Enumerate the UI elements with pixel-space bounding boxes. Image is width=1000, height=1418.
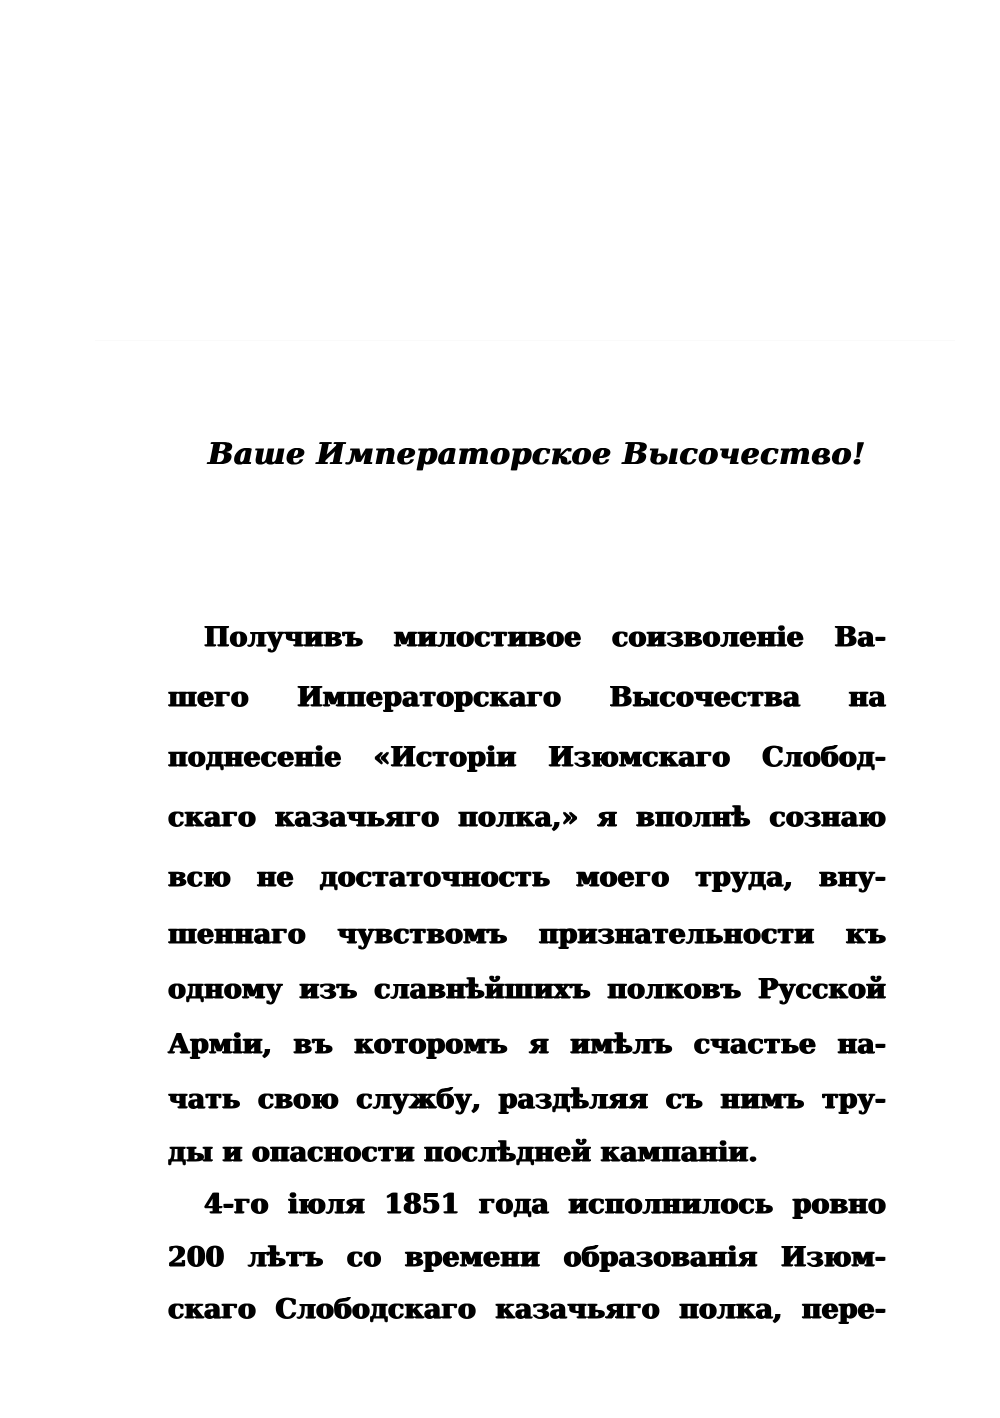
- text-line: 4-го іюля 1851 года исполнилось ровно: [204, 1189, 886, 1220]
- text-line: Получивъ милостивое соизволеніе Ва-: [204, 622, 886, 653]
- text-line: ды и опасности послѣдней кампаніи.: [168, 1137, 758, 1168]
- text-line: шего Императорскаго Высочества на: [168, 682, 886, 713]
- text-line: 200 лѣтъ со времени образованія Изюм-: [168, 1242, 886, 1273]
- text-line: поднесеніе «Исторіи Изюмскаго Слобод-: [168, 742, 886, 773]
- text-line: одному изъ славнѣйшихъ полковъ Русской: [168, 974, 886, 1005]
- text-line: чать свою службу, раздѣляя съ нимъ тру-: [168, 1084, 886, 1115]
- text-line: скаго Слободскаго казачьяго полка, пере-: [168, 1294, 886, 1325]
- text-line: шеннаго чувствомъ признательности къ: [168, 919, 886, 950]
- text-line: скаго казачьяго полка,» я вполнѣ сознаю: [168, 802, 886, 833]
- salutation-heading: Ваше Императорское Высочество!: [208, 437, 866, 472]
- text-line: Арміи, въ которомъ я имѣлъ счастье на-: [168, 1029, 886, 1060]
- text-line: всю не достаточность моего труда, вну-: [168, 862, 886, 893]
